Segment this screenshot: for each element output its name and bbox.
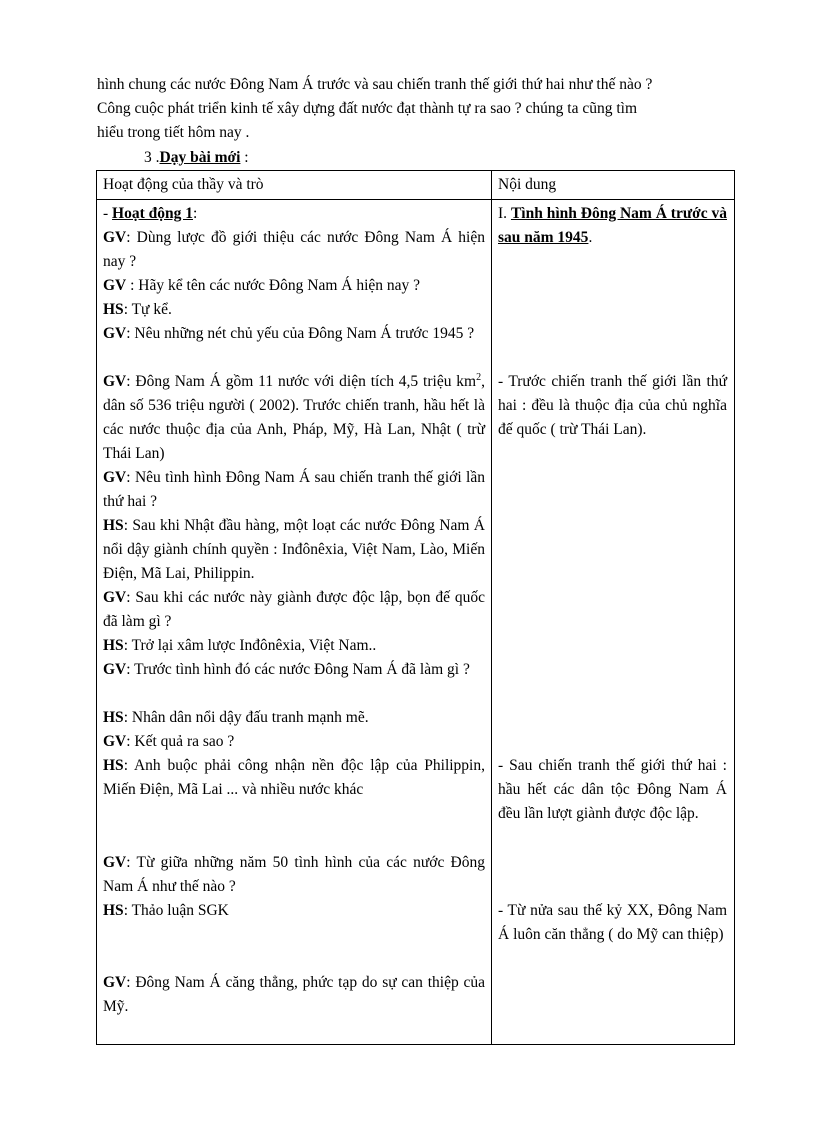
activity-prefix: -	[103, 205, 113, 222]
speaker-hs: HS	[103, 709, 124, 726]
dialogue-hs-2	[103, 298, 485, 322]
gv-text-7: : Trước tình hình đó các nước Đông Nam Á đã làm gì ?	[126, 661, 470, 678]
dialogue-gv-9	[103, 851, 485, 899]
activity-label	[103, 202, 485, 226]
dialogue-gv-6	[103, 586, 485, 634]
speaker-gv: GV	[103, 373, 127, 390]
table-body-row	[97, 200, 735, 1045]
dialogue-hs-9	[103, 899, 485, 923]
hs-text-5: : Sau khi Nhật đầu hàng, một loạt các nước Đông Nam Á nổi dậy giành chính quyền : Inđônêxia, Việt Nam, Lào, Miến Điện, Mã Lai, Philippin.	[103, 517, 485, 582]
table-header-row	[97, 171, 735, 200]
content-heading-end: .	[588, 229, 593, 246]
dialogue-gv-7	[103, 658, 485, 682]
speaker-hs: HS	[103, 517, 124, 534]
dialogue-hs-7	[103, 706, 485, 730]
content-heading-number: I.	[498, 205, 511, 222]
dialogue-gv-1	[103, 226, 485, 274]
header-content: Nội dung	[492, 171, 735, 200]
hs-text-9: : Thảo luận SGK	[123, 902, 229, 919]
dialogue-gv-8	[103, 730, 485, 754]
content-point-1: - Trước chiến tranh thế giới lần thứ hai : đều là thuộc địa của chủ nghĩa đế quốc ( trừ Thái Lan).	[498, 373, 727, 438]
dialogue-hs-6	[103, 634, 485, 658]
intro-line-1: hình chung các nước Đông Nam Á trước và sau chiến tranh thế giới thứ hai như thế nào ?	[97, 76, 653, 93]
lesson-table	[96, 170, 735, 1045]
header-activities: Hoạt động của thầy và trò	[97, 171, 492, 200]
gv-text-3: : Nêu những nét chủ yếu của Đông Nam Á trước 1945 ?	[126, 325, 475, 342]
content-heading	[498, 202, 727, 250]
speaker-gv: GV	[103, 733, 127, 750]
hs-text-6: : Trở lại xâm lược Inđônêxia, Việt Nam..	[123, 637, 377, 654]
speaker-hs: HS	[103, 637, 124, 654]
activity-suffix: :	[193, 205, 198, 222]
gv-text-4a: : Đông Nam Á gồm 11 nước với diện tích 4,5 triệu km	[126, 373, 477, 390]
content-point-3: - Từ nửa sau thế kỷ XX, Đông Nam Á luôn căn thẳng ( do Mỹ can thiệp)	[498, 902, 727, 943]
hs-text-8: : Anh buộc phải công nhận nền độc lập của Philippin, Miến Điện, Mã Lai ... và nhiều nước khác	[103, 757, 485, 798]
content-heading-text: Tình hình Đông Nam Á trước và sau năm 1945	[498, 205, 727, 246]
section-suffix: :	[240, 149, 249, 166]
superscript-2: 2	[476, 371, 482, 383]
intro-line-3: hiểu trong tiết hôm nay .	[97, 124, 250, 141]
gv-text-1: : Dùng lược đồ giới thiệu các nước Đông Nam Á hiện nay ?	[103, 229, 485, 270]
speaker-hs: HS	[103, 902, 124, 919]
activity-title: Hoạt động 1	[112, 205, 194, 222]
speaker-gv: GV	[103, 325, 127, 342]
hs-text-7: : Nhân dân nổi dậy đấu tranh mạnh mẽ.	[123, 709, 369, 726]
gv-text-2: : Hãy kể tên các nước Đông Nam Á hiện nay ?	[126, 277, 421, 294]
speaker-gv: GV	[103, 589, 127, 606]
dialogue-hs-8	[103, 754, 485, 802]
speaker-gv: GV	[103, 469, 127, 486]
speaker-hs: HS	[103, 301, 124, 318]
section-title: Dạy bài mới	[159, 149, 241, 166]
speaker-gv: GV	[103, 854, 127, 871]
dialogue-gv-3	[103, 322, 485, 346]
gv-text-8: : Kết quả ra sao ?	[126, 733, 235, 750]
speaker-gv: GV	[103, 277, 127, 294]
content-cell	[492, 200, 735, 1045]
section-heading	[144, 147, 249, 169]
dialogue-gv-5	[103, 466, 485, 514]
intro-line-2: Công cuộc phát triển kinh tế xây dựng đất nước đạt thành tự ra sao ? chúng ta cũng tìm	[97, 100, 638, 117]
speaker-gv: GV	[103, 974, 127, 991]
dialogue-hs-5	[103, 514, 485, 586]
speaker-hs: HS	[103, 757, 124, 774]
activities-cell	[97, 200, 492, 1045]
gv-text-6: : Sau khi các nước này giành được độc lập, bọn đế quốc đã làm gì ?	[103, 589, 485, 630]
content-point-2: - Sau chiến tranh thế giới thứ hai : hầu hết các dân tộc Đông Nam Á đều lần lượt giành được độc lập.	[498, 757, 727, 822]
gv-text-5: : Nêu tình hình Đông Nam Á sau chiến tranh thế giới lần thứ hai ?	[103, 469, 485, 510]
section-number: 3 .	[144, 149, 160, 166]
gv-text-10: : Đông Nam Á căng thẳng, phức tạp do sự can thiệp của Mỹ.	[103, 974, 485, 1015]
gv-text-4b: , dân số 536 triệu người ( 2002). Trước chiến tranh, hầu hết là các nước thuộc địa của Anh, Pháp, Mỹ, Hà Lan, Nhật ( trừ Thái Lan)	[103, 373, 485, 462]
intro-paragraph	[97, 73, 737, 145]
speaker-gv: GV	[103, 661, 127, 678]
hs-text-2: : Tự kể.	[123, 301, 172, 318]
gv-text-9: : Từ giữa những năm 50 tình hình của các nước Đông Nam Á như thế nào ?	[103, 854, 485, 895]
dialogue-gv-2	[103, 274, 485, 298]
speaker-gv: GV	[103, 229, 127, 246]
dialogue-gv-4	[103, 370, 485, 466]
dialogue-gv-10	[103, 971, 485, 1019]
